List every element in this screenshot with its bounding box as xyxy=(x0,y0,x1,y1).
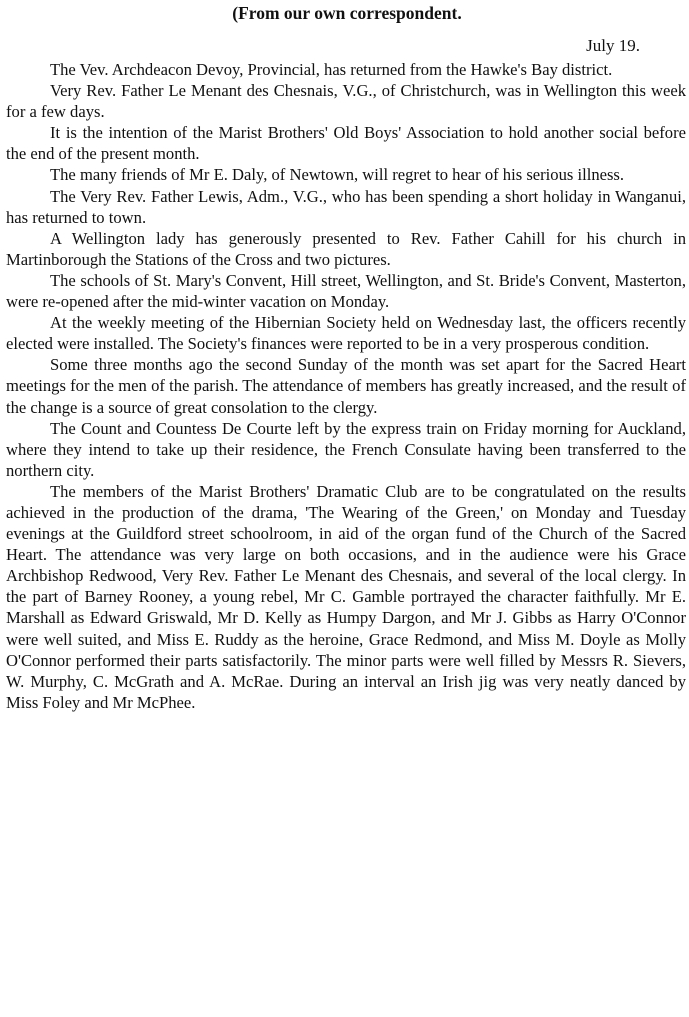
paragraph-hibernian-society: At the weekly meeting of the Hibernian Society held on Wednesday last, the officers recently elected were installed. The Society's finances were reported to be in a very prosperous condition. xyxy=(6,313,686,354)
correspondent-heading: (From our own correspondent. xyxy=(232,3,462,23)
paragraph-mr-daly: The many friends of Mr E. Daly, of Newtown, will regret to hear of his serious illness. xyxy=(50,165,625,185)
paragraph-archdeacon-devoy: The Vev. Archdeacon Devoy, Provincial, has returned from the Hawke's Bay district. xyxy=(50,60,613,79)
paragraph-dramatic-club: The members of the Marist Brothers' Dramatic Club are to be congratulated on the results achieved in the production of the drama, 'The Wearing of the Green,' on Monday and Tuesday evenings at the Guildford street schoolroom, in aid of the organ fund of the Church of the Sacred Heart. The attendance was very large on both occasions, and in the audience were his Grace Archbishop Redwood, Very Rev. Father Le Menant des Chesnais, and several of the local clergy. In the part of Barney Rooney, a young rebel, Mr C. Gamble portrayed the character faithfully. Mr E. Marshall as Edward Griswald, Mr D. Kelly as Humpy Dargon, and Mr J. Gibbs as Harry O'Connor were well suited, and Miss E. Ruddy as the heroine, Grace Redmond, and Miss M. Doyle as Molly O'Connor performed their parts satisfactorily. The minor parts were well filled by Messrs R. Sievers, W. Murphy, C. McGrath and A. McRae. During an interval an Irish jig was very neatly danced by Miss Foley and Mr McPhee. xyxy=(6,481,686,712)
paragraph-count-de-courte: The Count and Countess De Courte left by the express train on Friday morning for Auckland, where they intend to take up their residence, the French Consulate having been transferred to the northern city. xyxy=(6,418,686,480)
paragraph-stations-of-cross: A Wellington lady has generously presented to Rev. Father Cahill for his church in Martinborough the Stations of the Cross and two pictures. xyxy=(6,228,686,269)
news-column xyxy=(6,0,686,713)
paragraph-sacred-heart-meetings: Some three months ago the second Sunday of the month was set apart for the Sacred Heart meetings for the men of the parish. The attendance of members has greatly increased, and the result of the change is a source of great consolation to the clergy. xyxy=(6,355,686,417)
dateline: July 19. xyxy=(586,36,640,55)
paragraph-schools-reopened: The schools of St. Mary's Convent, Hill street, Wellington, and St. Bride's Convent, Masterton, were re-opened after the mid-winter vacation on Monday. xyxy=(6,270,686,312)
paragraph-father-le-menant: Very Rev. Father Le Menant des Chesnais, V.G., of Christchurch, was in Wellington this week for a few days. xyxy=(6,81,686,122)
paragraph-father-lewis: The Very Rev. Father Lewis, Adm., V.G., who has been spending a short holiday in Wanganui, has returned to town. xyxy=(6,186,686,227)
article-body xyxy=(6,59,686,713)
paragraph-old-boys-social: It is the intention of the Marist Brothers' Old Boys' Association to hold another social before the end of the present month. xyxy=(6,123,686,164)
